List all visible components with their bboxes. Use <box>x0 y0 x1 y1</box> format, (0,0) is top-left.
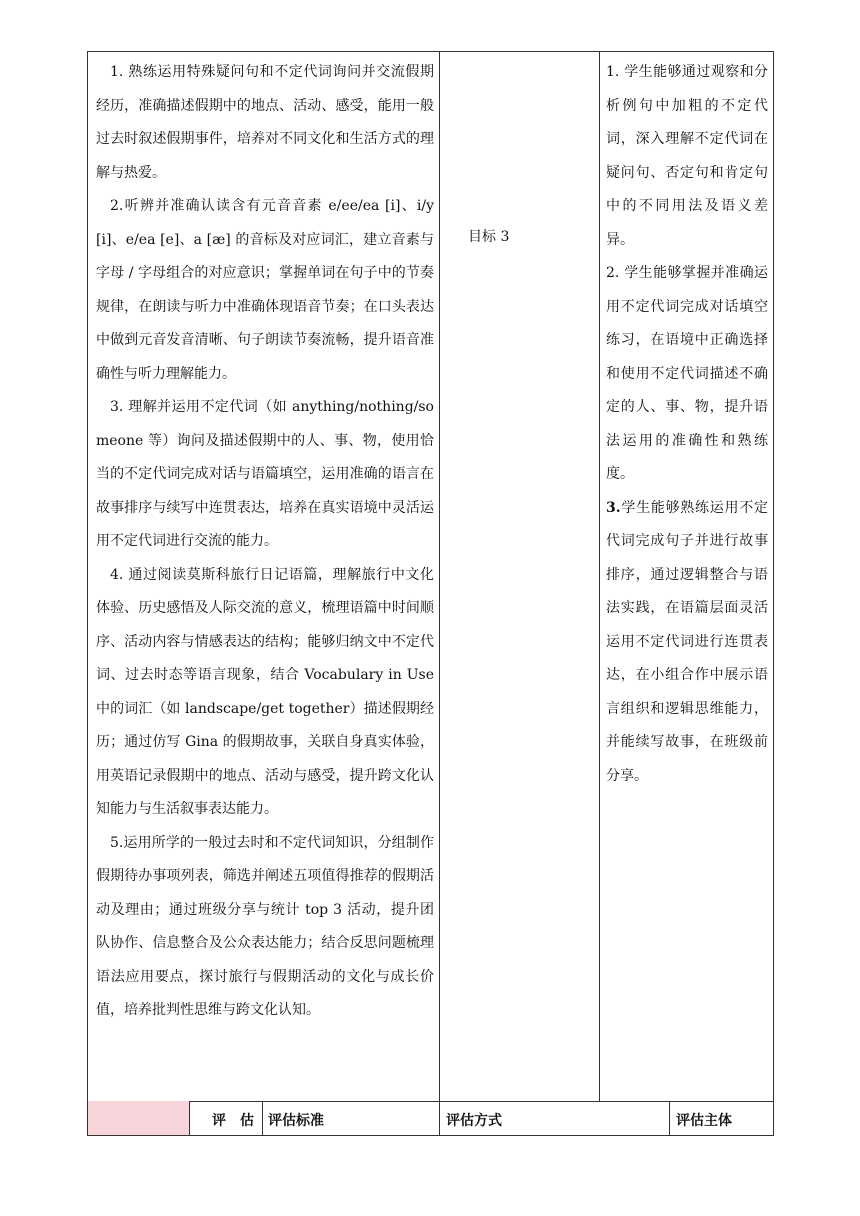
footer-subject: 评估主体 <box>676 1113 732 1129</box>
criteria-1: 1. 学生能够通过观察和分析例句中加粗的不定代词，深入理解不定代词在疑问句、否定句和肯定句中的不同用法及语义差异。 <box>606 64 768 248</box>
objective-1: 1. 熟练运用特殊疑问句和不定代词询问并交流假期经历，准确描述假期中的地点、活动、感受，能用一般过去时叙述假期事件，培养对不同文化和生活方式的理解与热爱。 <box>96 64 434 181</box>
criteria-3-number: 3. <box>606 499 621 516</box>
objective-3: 3. 理解并运用不定代词（如 anything/nothing/someone 等）询问及描述假期中的人、事、物，使用恰当的不定代词完成对话与语篇填空，运用准确的语言在故事排序与续写中连贯表达，培养在真实语境中灵活运用不定代词进行交流的能力。 <box>96 399 434 549</box>
footer-divider-4 <box>669 1101 670 1136</box>
criteria-3: 学生能够熟练运用不定代词完成句子并进行故事排序，通过逻辑整合与语法实践，在语篇层面灵活运用不定代词进行连贯表达，在小组合作中展示语言组织和逻辑思维能力，并能续写故事，在班级前分享。 <box>606 499 768 784</box>
footer-method: 评估方式 <box>446 1113 502 1129</box>
objective-5: 5.运用所学的一般过去时和不定代词知识，分组制作假期待办事项列表，筛选并阐述五项值得推荐的假期活动及理由；通过班级分享与统计 top 3 活动，提升团队协作、信息整合及公众表达能力；结合反思问题梳理语法应用要点，探讨旅行与假期活动的文化与成长价值，培养批判性思维与跨文化认知。 <box>96 834 434 1018</box>
criteria-3-block <box>606 492 768 794</box>
objective-2: 2.听辨并准确认读含有元音音素 e/ee/ea [i]、i/y [i]、e/ea [e]、a [æ] 的音标及对应词汇，建立音素与字母 / 字母组合的对应意识；掌握单词在句子中的节奏规律，在朗读与听力中准确体现语音节奏；在口头表达中做到元音发音清晰、句子朗读节奏流畅，提升语音准确性与听力理解能力。 <box>96 198 434 382</box>
column-divider-1 <box>439 51 440 1101</box>
column-divider-2 <box>599 51 600 1101</box>
criteria-2: 2. 学生能够掌握并准确运用不定代词完成对话填空练习，在语境中正确选择和使用不定代词描述不确定的人、事、物，提升语法运用的准确性和熟练度。 <box>606 265 768 482</box>
footer-assessment: 评 估 <box>212 1113 254 1129</box>
objective-4: 4. 通过阅读莫斯科旅行日记语篇，理解旅行中文化体验、历史感悟及人际交流的意义，梳理语篇中时间顺序、活动内容与情感表达的结构；能够归纳文中不定代词、过去时态等语言现象，结合 Vocabulary in Use 中的词汇（如 landscape/get together）描述假期经历；通过仿写 Gina 的假期故事，关联自身真实体验，用英语记录假期中的地点、活动与感受，提升跨文化认知能力与生活叙事表达能力。 <box>96 566 434 817</box>
footer-divider-1 <box>189 1101 190 1136</box>
objectives-cell <box>96 56 434 1028</box>
target-label: 目标 3 <box>468 229 510 245</box>
footer-divider-2 <box>262 1101 263 1136</box>
footer-criteria: 评估标准 <box>268 1113 324 1129</box>
footer-divider-3 <box>439 1101 440 1136</box>
criteria-cell <box>606 56 768 793</box>
row-divider <box>87 1101 774 1102</box>
footer-pink-cell <box>88 1101 190 1135</box>
